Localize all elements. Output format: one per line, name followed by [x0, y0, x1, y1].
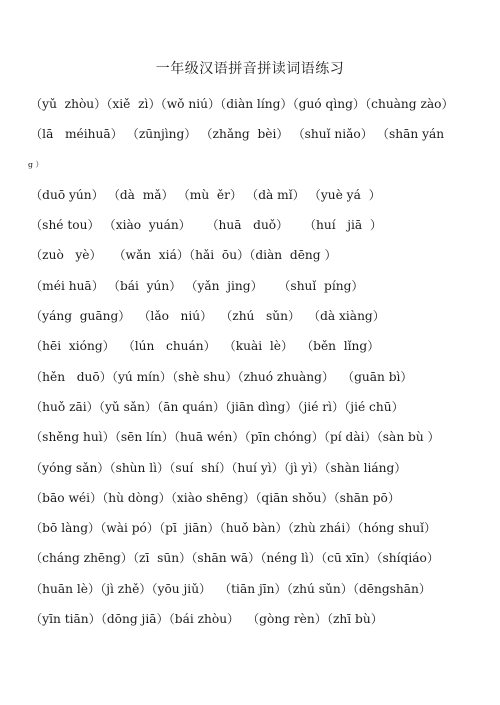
- pinyin-line: （shěng huì）（sēn lín）（huā wén）（pīn chóng）（pí dài）（sàn bù ）: [30, 430, 440, 445]
- pinyin-line: （hēi xióng） （lún chuán） （kuài lè） （běn lǐng）: [30, 339, 380, 354]
- pinyin-line: （yǔ zhòu）（xiě zì）（wǒ niú）（diàn líng）（guó qìng）（chuàng zào）: [30, 97, 454, 111]
- pinyin-line: （huǒ zāi）（yǔ sǎn）（ān quán）（jiān dìng）（jié rì）（jié chū）: [30, 399, 404, 414]
- pinyin-line: （yóng sǎn）（shùn lì）（suí shí）（huí yì）（jì yì）（shàn liáng）: [30, 460, 407, 475]
- pinyin-line: （yīn tiān）（dōng jiā）（bái zhòu） （gòng rèn）（zhī bù）: [30, 612, 383, 627]
- page-title: 一年级汉语拼音拼读词语练习: [155, 61, 345, 77]
- pinyin-line: （méi huā） （bái yún） （yǎn jing） （shuǐ píng）: [30, 278, 364, 293]
- pinyin-line: （zuò yè） （wǎn xiá）（hǎi ōu）（diàn dēng ）: [30, 248, 337, 263]
- pinyin-line: （yáng guāng） （lǎo niú） （zhú sǔn） （dà xiàng）: [30, 309, 385, 324]
- pinyin-line: （lā méihuā） （zūnjìng） （zhǎng bèi） （shuǐ niǎo） （shān yán: [30, 127, 445, 142]
- pinyin-line: （hěn duō）（yú mín）（shè shu）（zhuó zhuàng） （guān bì）: [30, 369, 413, 384]
- pinyin-line: （bō làng）（wài pó）（pī jiān）（huǒ bàn）（zhù zhái）（hóng shuǐ）: [30, 521, 437, 536]
- pinyin-line: （duō yún） （dà mǎ） （mù ěr） （dà mǐ） （yuè yá ）: [30, 187, 381, 202]
- pinyin-line: （bāo wéi）（hù dòng）（xiào shēng）（qiān shǒu）（shān pō）: [30, 490, 401, 505]
- pinyin-line: （huān lè）（jì zhě）（yōu jiǔ） （tiān jīn）（zhú sǔn）（dēngshān）: [30, 581, 432, 596]
- pinyin-line: （cháng zhēng）（zī sūn）（shān wā）（néng lì）（cū xīn）（shíqiáo）: [30, 551, 440, 566]
- pinyin-lines: [30, 89, 485, 634]
- pinyin-line: g ）: [28, 159, 44, 169]
- pinyin-line: （shé tou） （xiào yuán） （huā duǒ） （huí jiā ）: [30, 218, 383, 233]
